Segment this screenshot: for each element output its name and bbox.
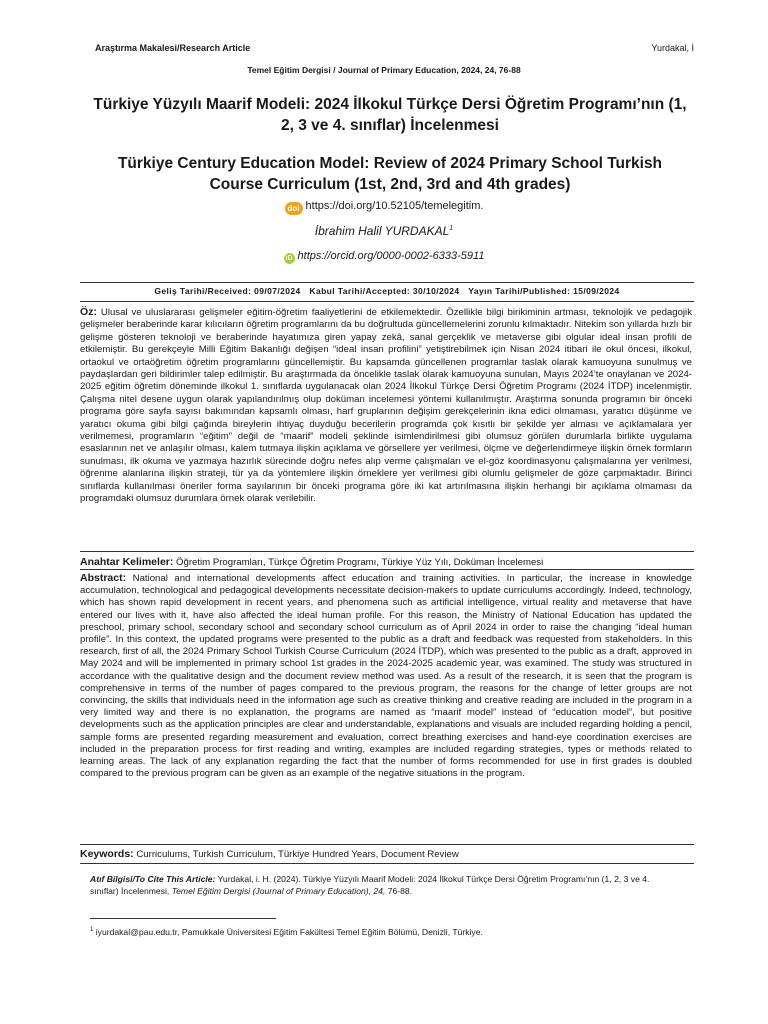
footnote-text: iyurdakal@pau.edu.tr, Pamukkale Üniversitesi Eğitim Fakültesi Temel Eğitim Bölümü, Denizli, Türkiye. [95, 927, 483, 937]
doi-icon: doi [285, 202, 303, 215]
running-author: Yurdakal, İ [651, 43, 694, 53]
keywords-en-rule [80, 844, 694, 845]
top-rule [80, 282, 694, 283]
citation [90, 873, 660, 897]
author-footnote-mark: 1 [449, 225, 454, 232]
abstract-turkish [80, 306, 692, 506]
dates-bottom-rule [80, 301, 694, 302]
keywords-turkish [80, 556, 692, 568]
abstract-en-rule [80, 569, 694, 570]
abstract-english [80, 572, 692, 780]
article-type: Araştırma Makalesi/Research Article [95, 43, 251, 53]
title-english: Türkiye Century Education Model: Review of 2024 Primary School Turkish Course Curriculum (1st, 2nd, 3rd and 4th grades) [117, 155, 663, 193]
orcid-link[interactable]: https://orcid.org/0000-0002-6333-5911 [297, 250, 485, 262]
bottom-rule [80, 863, 694, 864]
author-name [0, 224, 768, 238]
citation-pages: 76-88. [387, 886, 413, 896]
citation-journal: Temel Eğitim Dergisi (Journal of Primary Education), 24, [171, 886, 386, 896]
abstract-english-text: National and international developments affect education and training activities. In particular, the increase in knowledge accumulation, technological and pedagogical developments necessitate decision-makers to update curriculums accordingly. Indeed, technology, which has shown rapid development in recent years, and phenomena such as artificial intelligence, virtual reality and metaverse that have entered our lives with it, have also affected the ideal human profile. For this reason, the Ministry of National Education has updated the preschool, primary school, secondary school and secondary school curriculum as of April 2024 in order to raise the changing “ideal human profile”. In this context, the updated programs were presented to the public as a draft and feedback was requested from stakeholders. In this research, first of all, the 2024 Primary School Turkish Course Curriculum (2024 İTDP), which was presented to the public as a draft, approved in May 2024 and will be implemented in primary school 1st grades in the 2024-2025 academic year, was examined. The study was structured in accordance with the qualitative design and the document review method was used. As a result of the research, it is seen that the program is comprehensive in terms of the number of pages compared to the previous program, the reasons for the change of letter groups are not convincing, the skills that individuals need in the information age such as creative thinking and creative reading are included in the program in a very limited way and there is no explanation, the programs are named as “maarif model” instead of “education model”, but positive developments such as the application principles are clear and understandable, explanations and visuals are included regarding holding a pencil, sample forms are presented regarding measurement and evaluation, correct breathing exercises and hand-eye coordination exercises are included in the preparation process for first reading and writing, examples are included regarding strategies, types or methods related to learning areas. The lack of any explanation regarding the fact that the number of forms recommended for use in first grades is doubled compared to the previous program can be given as an example of the negative situations in the program. [80, 573, 692, 780]
received-date: Geliş Tarihi/Received: 09/07/2024 [154, 286, 301, 296]
published-date: Yayın Tarihi/Published: 15/09/2024 [468, 286, 620, 296]
footnote [90, 927, 483, 937]
keywords-english [80, 848, 692, 860]
citation-text: Yurdakal, i. H. (2024). Türkiye Yüzyılı Maarif Modeli: 2024 İlkokul Türkçe Dersi Öğretim Programı’nın (1, 2, 3 ve 4. sınıflar) İncelenmesi, [90, 874, 650, 896]
keywords-english-text: Curriculums, Turkish Curriculum, Türkiye Hundred Years, Document Review [136, 849, 459, 860]
doi-row [0, 200, 768, 215]
doi-link[interactable]: https://doi.org/10.52105/temelegitim. [305, 200, 484, 212]
author-name-text: İbrahim Halil YURDAKAL [314, 224, 450, 238]
keywords-turkish-text: Öğretim Programları, Türkçe Öğretim Programı, Türkiye Yüz Yılı, Doküman İncelemesi [176, 557, 544, 568]
keywords-tr-rule [80, 551, 694, 552]
abstract-turkish-text: Ulusal ve uluslararası gelişmeler eğitim-öğretim faaliyetlerini de etkilemektedir. Özellikle bilgi birikiminin artması, teknolojik ve pedagojik gelişmeler beraberinde karar kılıcıların öğretim programlarını da bu doğrultuda güncellemelerini zorunlu kılmaktadır. Nitekim son yıllarda hızlı bir gelişme gösteren teknoloji ve beraberinde hayatımıza giren yapay zekâ, sanal gerçeklik ve metaverse gibi olgular ideal insan profili de etkilemiştir. Bu gerekçeyle Milli Eğitim Bakanlığı değişen “ideal insan profilini” yetiştirebilmek için Nisan 2024 itibari ile okul öncesi, ilkokul, ortaokul ve ortaöğretim öğretim programlarını güncellemiştir. Bu kapsamda güncellenen programlar taslak olarak kamuoyuna sunulmuş ve paydaşlardan geri bildirimler talep edilmiştir. Bu araştırmada da öncelikle taslak olarak kamuoyuna sunulan, Mayıs 2024’te onaylanan ve 2024-2025 eğitim öğretim döneminde ilkokul 1. sınıflarda uygulanacak olan 2024 İlkokul Türkçe Dersi Öğretim Programı (2024 İTDP) incelenmiştir. Çalışma nitel desene uygun olarak yapılandırılmış olup doküman incelemesi yöntemi kullanılmıştır. Araştırma sonunda programın bir önceki programa göre sayfa sayısı bakımından kapsamlı olması, harf gruplarının değişim gerekçelerinin ikna edici olmaması, yaratıcı düşünme ve yaratıcı okuma gibi bilgi çağında bireylerin ihtiyaç duyduğu becerilerin programda çok kısıtlı bir şekilde yer alması ve açıklamalara yer verilmemesi, programların “eğitim” değil de “maarif” modeli şeklinde isimlendirilmesi gibi olumsuz görülen durumlarla birlikte uygulama esaslarının net ve anlaşılır olması, kalem tutmaya ilişkin açıklama ve görsellere yer verilmesi, ölçme ve değerlendirmeye ilişkin örnek formların sunulması, ilk okuma ve yazmaya hazırlık sürecinde doğru nefes alıp verme çalışmaları ve el-göz koordinasyonu çalışmalarına yer verilmesi, öğrenme alanlarına ilişkin strateji, tür ya da yöntemlere ilişkin örneklere yer verilmesi gibi olumlu gelişmeler de göze çarpmaktadır. Birinci sınıflarda kullanılması öneriler forma sayılarının bir önceki programa göre iki kat artırılmasına ilişkin herhangi bir açıklama olmaması da programdaki olumsuz durumlara örnek olarak verilebilir. [80, 307, 692, 505]
abstract-english-label: Abstract: [80, 572, 127, 584]
orcid-icon: iD [285, 255, 293, 262]
keywords-turkish-label: Anahtar Kelimeler: [80, 556, 174, 568]
orcid-row [0, 250, 768, 264]
abstract-turkish-label: Öz: [80, 306, 97, 318]
accepted-date: Kabul Tarihi/Accepted: 30/10/2024 [309, 286, 460, 296]
journal-line: Temel Eğitim Dergisi / Journal of Primary Education, 2024, 24, 76-88 [247, 65, 521, 75]
dates-row [80, 286, 694, 296]
title-turkish: Türkiye Yüzyılı Maarif Modeli: 2024 İlkokul Türkçe Dersi Öğretim Programı’nın (1, 2, 3 ve 4. sınıflar) İncelenmesi [93, 96, 687, 134]
keywords-english-label: Keywords: [80, 848, 134, 860]
footnote-mark: 1 [90, 927, 94, 934]
footnote-rule [90, 918, 276, 919]
citation-label: Atıf Bilgisi/To Cite This Article: [90, 874, 216, 884]
